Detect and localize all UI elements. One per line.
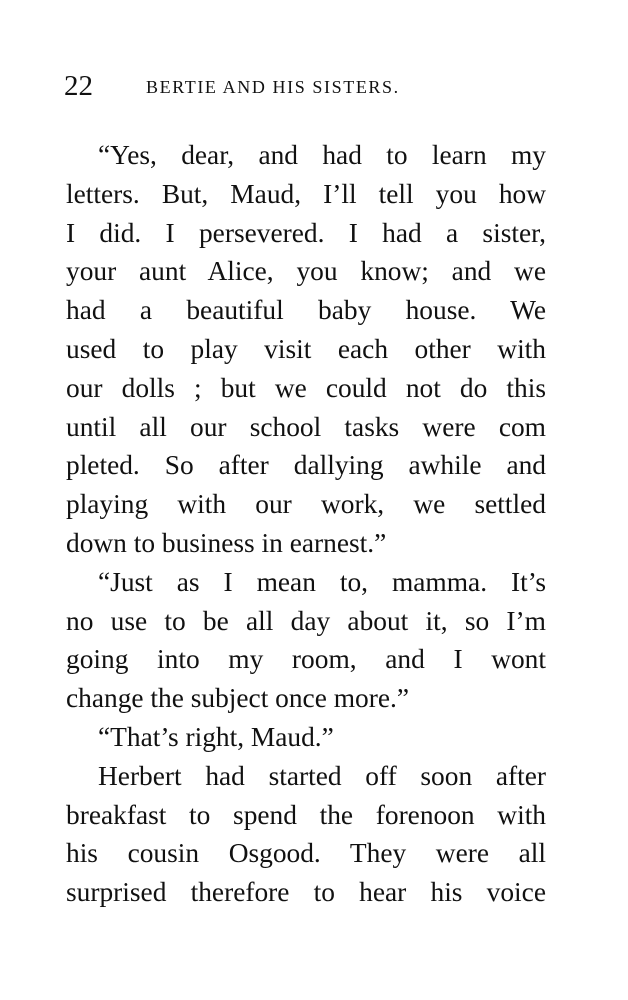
text-line: our dolls ; but we could not do this [66, 372, 546, 403]
text-line: had a beautiful baby house. We [66, 295, 546, 326]
text-line: playing with our work, we settled [66, 489, 546, 520]
text-line: going into my room, and I wont [66, 644, 546, 675]
text-line: “That’s right, Maud.” [98, 721, 334, 752]
text-line: breakfast to spend the forenoon with [66, 799, 546, 830]
text-line: letters. But, Maud, I’ll tell you how [66, 178, 546, 209]
text-line: “Yes, dear, and had to learn my [98, 140, 546, 170]
running-title: BERTIE AND HIS SISTERS. [146, 77, 400, 97]
text-line: pleted. So after dallying awhile and [66, 450, 546, 481]
text-line: until all our school tasks were com [66, 411, 546, 442]
page-header [64, 68, 548, 104]
body-text [66, 136, 546, 912]
text-line: no use to be all day about it, so I’m [66, 605, 546, 636]
text-line: used to play visit each other with [66, 333, 546, 364]
text-line: your aunt Alice, you know; and we [66, 256, 546, 287]
page-number: 22 [64, 70, 93, 102]
text-line: Herbert had started off soon after [98, 760, 546, 791]
text-line: “Just as I mean to, mamma. It’s [98, 566, 546, 597]
text-line: surprised therefore to hear his voice [66, 877, 546, 908]
text-line: down to business in earnest.” [66, 527, 387, 558]
text-line: I did. I persevered. I had a sister, [66, 217, 546, 248]
text-line: change the subject once more.” [66, 683, 409, 714]
text-line: his cousin Osgood. They were all [66, 838, 546, 869]
